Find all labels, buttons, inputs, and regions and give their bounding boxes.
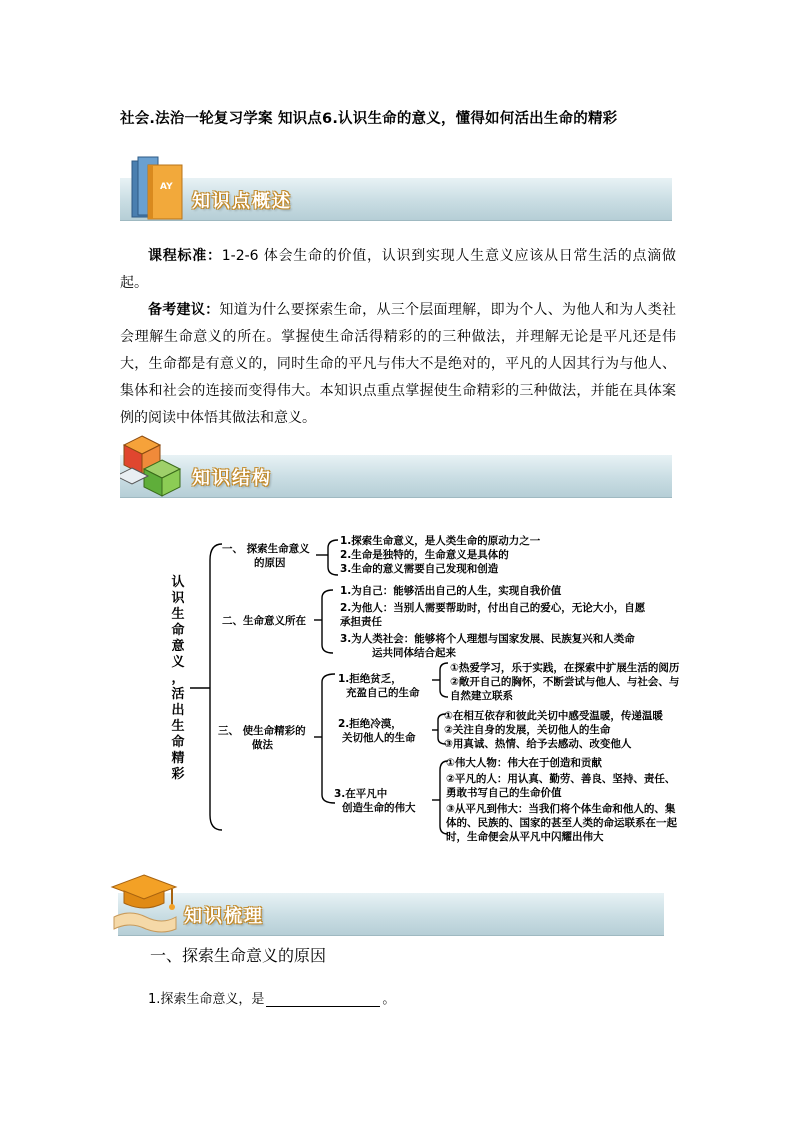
list-item: 1.探索生命意义，是人类生命的原动力之一	[340, 535, 541, 547]
section-title-sorting: 知识梳理	[184, 906, 264, 927]
fill-in-question-1: 1.探索生命意义，是 。	[148, 992, 396, 1007]
list-item: 3.生命的意义需要自己发现和创造	[340, 563, 499, 575]
list-item: 2.为他人：当别人需要帮助时，付出自己的爱心，无论大小，自愿	[340, 602, 646, 614]
list-item: ③用真诚、热情、给予去感动、改变他人	[444, 738, 632, 750]
list-item: ②关注自身的发展，关切他人的生命	[444, 724, 611, 736]
sorting-heading: 一、探索生命意义的原因	[150, 946, 327, 965]
sub-2-title: 2.拒绝冷漠， 关切他人的生命	[338, 718, 416, 744]
section-title-structure: 知识结构	[192, 468, 272, 489]
list-item: 自然建立联系	[450, 690, 513, 702]
branch-2-items	[340, 584, 645, 660]
list-item: 1.为自己：能够活出自己的人生，实现自我价值	[340, 585, 562, 597]
list-item: ①伟大人物：伟大在于创造和贡献	[446, 757, 602, 769]
sub-1-items	[450, 661, 679, 703]
list-item: ②敞开自己的胸怀，不断尝试与他人、与社会、与	[450, 676, 680, 688]
list-item: ①在相互依存和彼此关切中感受温暖，传递温暖	[444, 710, 663, 722]
sub-2-items	[444, 709, 663, 751]
list-item: 2.生命是独特的，生命意义是具体的	[340, 549, 509, 561]
list-item: 3.为人类社会：能够将个人理想与国家发展、民族复兴和人类命	[340, 633, 635, 645]
list-item: ③从平凡到伟大：当我们将个体生命和他人的、集	[446, 803, 676, 815]
branch-3-title: 三、 使生命精彩的 做法	[218, 725, 306, 751]
tree-root-label: 认 识 生 命 意 义 ， 活 出 生 命 精 彩	[171, 575, 185, 782]
document-title: 社会.法治一轮复习学案 知识点6.认识生命的意义，懂得如何活出生命的精彩	[120, 111, 618, 127]
section-title-overview: 知识点概述	[192, 191, 292, 212]
list-item: 运共同体结合起来	[372, 647, 456, 659]
branch-1-title: 一、 探索生命意义 的原因	[222, 543, 310, 569]
list-item: 时，生命便会从平凡中闪耀出伟大	[446, 831, 604, 843]
sub-1-title: 1.拒绝贫乏， 充盈自己的生命	[338, 673, 420, 699]
list-item: 体的、民族的、国家的甚至人类的命运联系在一起	[446, 817, 677, 829]
list-item: ①热爱学习，乐于实践，在探索中扩展生活的阅历	[450, 662, 680, 674]
answer-blank[interactable]	[266, 994, 380, 1007]
exam-advice: 备考建议：知道为什么要探索生命，从三个层面理解，即为个人、为他人和为人类社会理解生命意义的所在。掌握使生命活得精彩的的三种做法，并理解无论是平凡还是伟大，生命都是有意义的，同时生命的平凡与伟大不是绝对的，平凡的人因其行为与他人、集体和社会的连接而变得伟大。本知识点重点掌握使生命精彩的三种做法，并能在具体案例的阅读中体悟其做法和意义。	[120, 302, 676, 426]
sub-3-items	[446, 756, 677, 844]
branch-2-title: 二、生命意义所在	[222, 615, 306, 627]
sub-3-title: 3.在平凡中 创造生命的伟大	[334, 788, 416, 814]
list-item: 勇敢书写自己的生命价值	[446, 787, 562, 799]
svg-text:AY: AY	[160, 182, 173, 192]
course-standard: 课程标准：1-2-6 体会生命的价值，认识到实现人生意义应该从日常生活的点滴做起。	[120, 248, 676, 291]
section-banner-sorting	[118, 893, 664, 936]
list-item: ②平凡的人：用认真、勤劳、善良、坚持、责任、	[446, 773, 676, 785]
graduation-cap-icon	[110, 873, 180, 935]
list-item: 承担责任	[340, 616, 382, 628]
branch-1-items	[340, 534, 540, 576]
